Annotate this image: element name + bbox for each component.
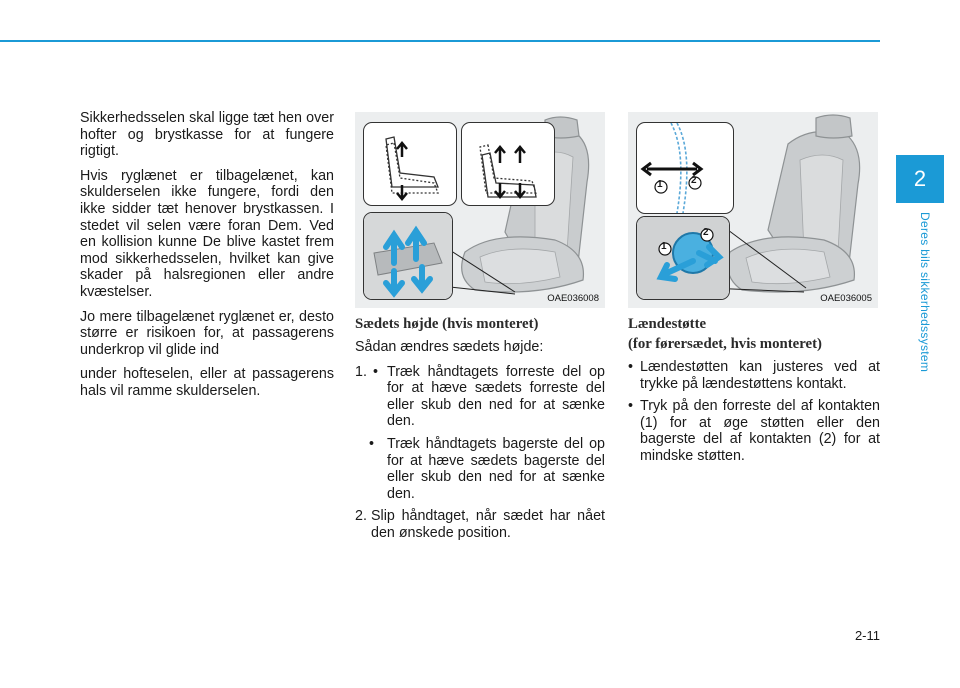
callout-1: 1 [657, 179, 663, 190]
list-item [355, 364, 605, 430]
seat-height-intro: Sådan ændres sædets højde: [355, 339, 544, 355]
bullet-marker: • [628, 359, 634, 375]
lumbar-heading: Lændestøtte [628, 316, 707, 332]
inset-lumbar-switch [636, 216, 730, 300]
lumbar-subheading: (for førersædet, hvis monteret) [628, 336, 822, 352]
list-item [355, 508, 605, 541]
list-item [628, 359, 880, 392]
step-text: Træk håndtagets bagerste del op for at hæve sædets bagerste del eller skub den ned for at sænke den. [387, 435, 605, 502]
callout-2: 2 [691, 175, 697, 186]
figure-code: OAE036008 [547, 293, 599, 304]
paragraph-risk-cont: under hofteselen, eller at passagerens hals vil ramme skulderselen. [80, 366, 334, 399]
step-text: Tryk på den forreste del af kontakten (1) for at øge støtten eller den bagerste del af kontakten (2) for at mindske støtten. [640, 398, 880, 464]
seat-height-steps [355, 364, 605, 542]
chapter-title: Deres bils sikkerhedssystem [918, 212, 932, 373]
figure-code: OAE036005 [820, 293, 872, 304]
step-number: 1. [355, 363, 367, 380]
header-rule [0, 40, 880, 42]
seat-height-heading: Sædets højde (hvis monteret) [355, 316, 539, 332]
column-right [628, 315, 880, 471]
bullet-marker: • [628, 398, 634, 415]
paragraph-risk: Jo mere tilbagelænet ryglænet er, desto større er risikoen for, at passagerens underkrop vil glide ind [80, 308, 334, 358]
seat-height-figure [355, 112, 605, 308]
list-item [355, 436, 605, 502]
callout-1: 1 [661, 241, 667, 252]
lumbar-support-figure [628, 112, 878, 308]
page-number: 2-11 [854, 628, 880, 643]
step-text: Slip håndtaget, når sædet har nået den ønskede position. [371, 508, 605, 541]
inset-rear-height [461, 122, 555, 206]
step-text: Lændestøtten kan justeres ved at trykke på lændestøttens kontakt. [640, 359, 880, 392]
bullet-marker: • [369, 435, 375, 452]
paragraph-reclined-seat: Hvis ryglænet er tilbagelænet, kan skulderselen ikke fungere, fordi den ikke sidder tæt henover brystkassen. I stedet vil selen være foran Dem. Ved en kollision kunne De blive kastet frem mod sikkerhedsselen, hvilket kan give skader på halsregionen eller andre kvæstelser. [80, 167, 334, 300]
column-middle [355, 315, 605, 548]
column-left [80, 110, 334, 408]
paragraph-seatbelt-fit: Sikkerhedsselen skal ligge tæt hen over hofter og brystkasse for at fungere rigtigt. [80, 110, 334, 160]
list-item [628, 398, 880, 464]
step-number: 2. [355, 508, 367, 525]
step-text: Træk håndtagets forreste del op for at hæve sædets forreste del eller skub den ned for at sænke den. [387, 363, 605, 430]
inset-height-lever [363, 212, 453, 300]
bullet-marker: • [373, 363, 379, 380]
lumbar-steps [628, 359, 880, 465]
inset-front-height [363, 122, 457, 206]
inset-lumbar-direction [636, 122, 734, 214]
callout-2: 2 [703, 227, 709, 238]
chapter-tab: 2 [896, 155, 944, 203]
